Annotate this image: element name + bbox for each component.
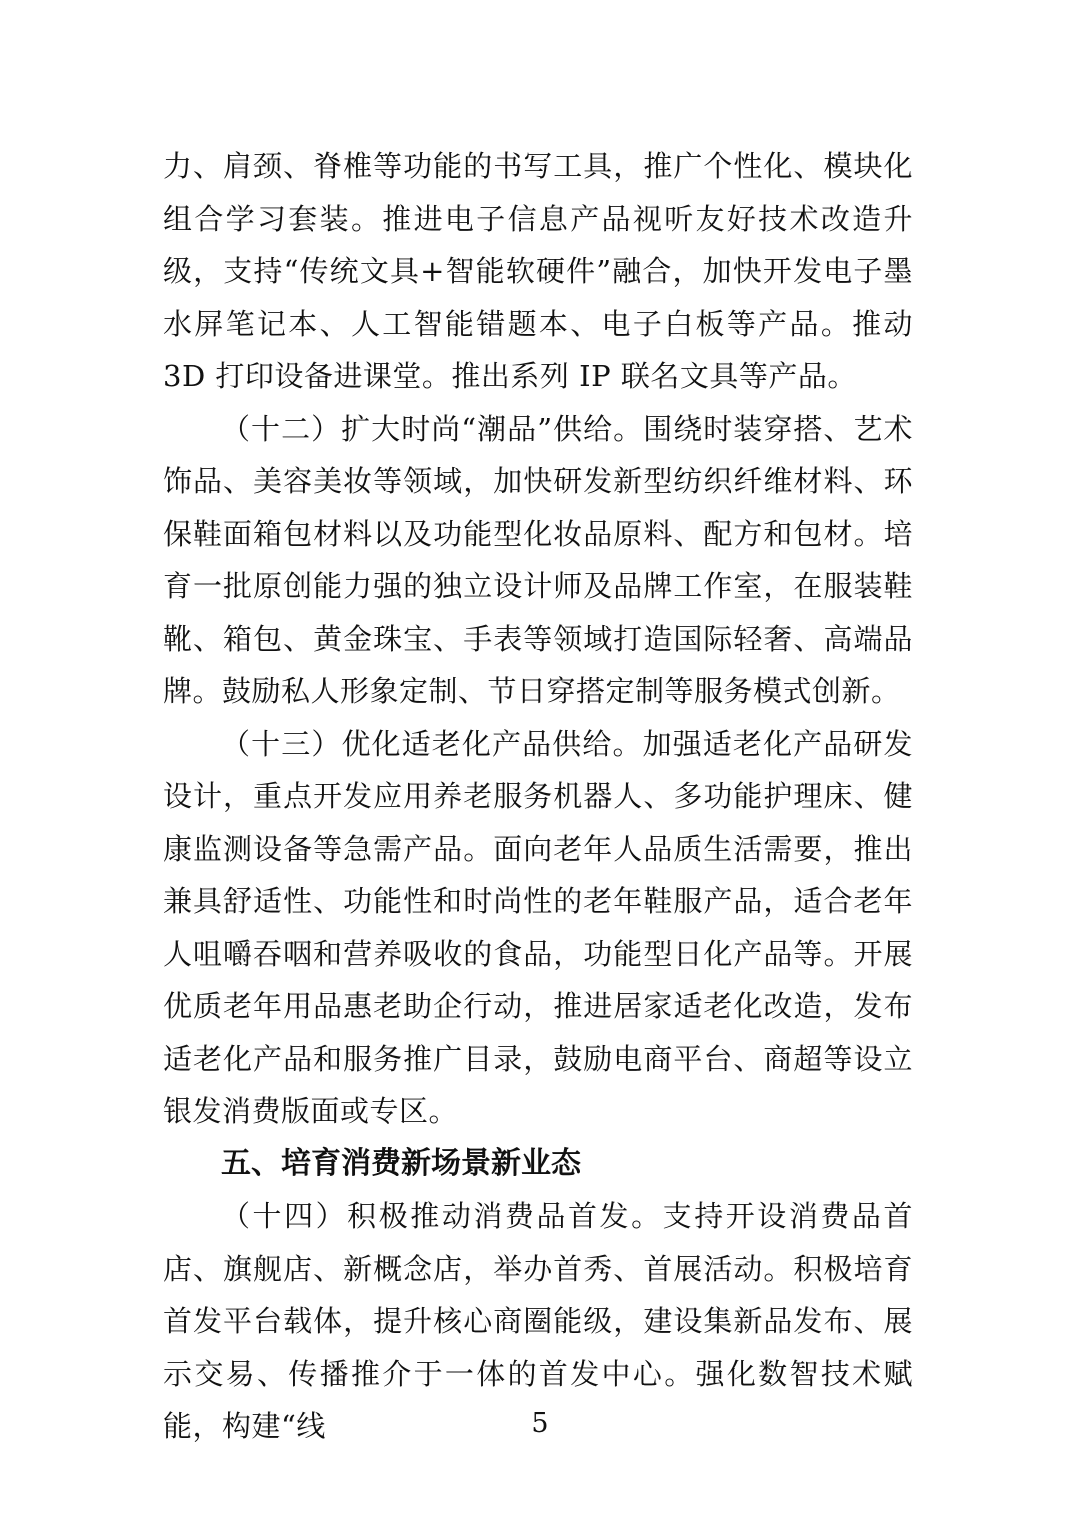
paragraph-item-12-fashion-trendy-goods [163,403,913,718]
paragraph-item-13-elderly-friendly-products [163,718,913,1138]
paragraph-text: 支持开设消费品首店、旗舰店、新概念店，举办首秀、首展活动。积极培育首发平台载体，提升核心商圈能级，建设集新品发布、展示交易、传播推介于一体的首发中心。强化数智技术赋能，构建“线 [163,1199,913,1443]
paragraph-lead: （十二）扩大时尚“潮品”供给。 [221,411,644,446]
document-body [163,140,913,1453]
paragraph-lead: （十三）优化适老化产品供给。 [221,726,643,761]
section-heading-5-new-consumption-scenarios: 五、培育消费新场景新业态 [221,1145,581,1181]
paragraph-writing-tools-continuation [163,140,913,403]
page-number: 5 [531,1408,549,1439]
paragraph-text: 加强适老化产品研发设计，重点开发应用养老服务机器人、多功能护理床、健康监测设备等急需产品。面向老年人品质生活需要，推出兼具舒适性、功能性和时尚性的老年鞋服产品，适合老年人咀嚼吞咽和营养吸收的食品，功能型日化产品等。开展优质老年用品惠老助企行动，推进居家适老化改造，发布适老化产品和服务推广目录，鼓励电商平台、商超等设立银发消费版面或专区。 [163,726,913,1128]
paragraph-text: 力、肩颈、脊椎等功能的书写工具，推广个性化、模块化组合学习套装。推进电子信息产品视听友好技术改造升级，支持“传统文具+智能软硬件”融合，加快开发电子墨水屏笔记本、人工智能错题本、电子白板等产品。推动 3D 打印设备进课堂。推出系列 IP 联名文具等产品。 [163,149,913,393]
paragraph-lead: （十四）积极推动消费品首发。 [221,1199,663,1233]
paragraph-text: 围绕时装穿搭、艺术饰品、美容美妆等领域，加快研发新型纺织纤维材料、环保鞋面箱包材料以及功能型化妆品原料、配方和包材。培育一批原创能力强的独立设计师及品牌工作室，在服装鞋靴、箱包、黄金珠宝、手表等领域打造国际轻奢、高端品牌。鼓励私人形象定制、节日穿搭定制等服务模式创新。 [163,411,913,708]
